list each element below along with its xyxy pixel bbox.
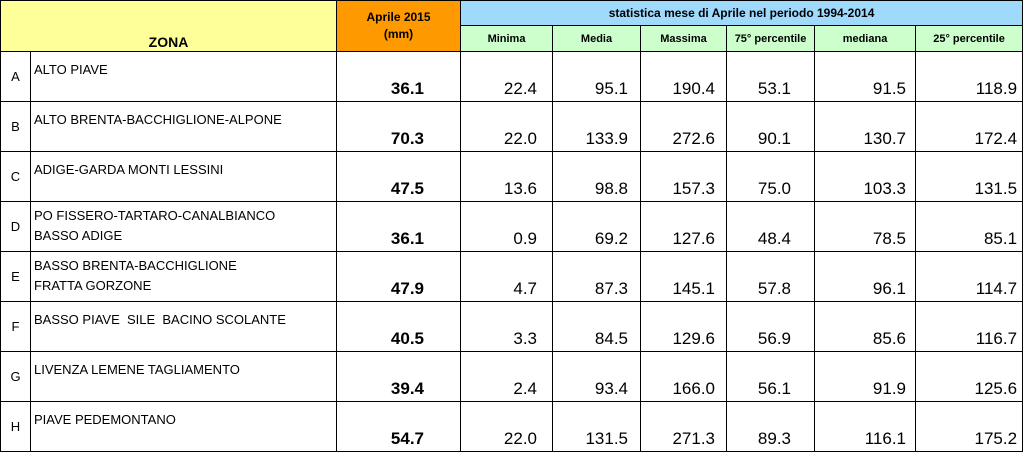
zone-name-line: ADIGE-GARDA MONTI LESSINI: [34, 162, 224, 177]
header-row-1: [1, 1, 1023, 26]
zone-letter: G: [1, 352, 31, 402]
percentile-75-value: 90.1: [727, 102, 815, 152]
media-value: 95.1: [553, 52, 641, 102]
zone-name-line: PIAVE PEDEMONTANO: [34, 412, 176, 427]
percentile-25-value: 118.9: [916, 52, 1023, 102]
percentile-75-value: 53.1: [727, 52, 815, 102]
percentile-25-value: 175.2: [916, 402, 1023, 452]
zone-letter: B: [1, 102, 31, 152]
mediana-value: 85.6: [815, 302, 916, 352]
zone-letter: F: [1, 302, 31, 352]
percentile-75-value: 48.4: [727, 202, 815, 252]
table-row: [1, 402, 1023, 452]
zone-name-line: ALTO PIAVE: [34, 62, 108, 77]
minima-value: 0.9: [461, 202, 553, 252]
percentile-75-value: 57.8: [727, 252, 815, 302]
percentile-75-value: 75.0: [727, 152, 815, 202]
minima-value: 22.0: [461, 102, 553, 152]
table-row: [1, 302, 1023, 352]
april-2015-label: Aprile 2015: [366, 10, 431, 24]
massima-value: 129.6: [641, 302, 727, 352]
percentile-25-value: 114.7: [916, 252, 1023, 302]
april-2015-value: 40.5: [337, 302, 461, 352]
percentile-75-value: 56.9: [727, 302, 815, 352]
april-2015-header: [337, 1, 461, 52]
april-2015-unit: (mm): [383, 27, 414, 41]
zone-letter: D: [1, 202, 31, 252]
zone-name: [31, 152, 337, 202]
massima-value: 272.6: [641, 102, 727, 152]
zone-name: [31, 102, 337, 152]
table-row: [1, 102, 1023, 152]
media-value: 84.5: [553, 302, 641, 352]
zone-name: [31, 52, 337, 102]
zone-letter: H: [1, 402, 31, 452]
table-row: [1, 52, 1023, 102]
april-2015-value: 39.4: [337, 352, 461, 402]
mediana-value: 78.5: [815, 202, 916, 252]
minima-value: 4.7: [461, 252, 553, 302]
percentile-75-value: 89.3: [727, 402, 815, 452]
zone-name-line: ALTO BRENTA-BACCHIGLIONE-ALPONE: [34, 112, 282, 127]
massima-value: 166.0: [641, 352, 727, 402]
mediana-value: 91.9: [815, 352, 916, 402]
col-header-media: Media: [553, 26, 641, 52]
zone-name-line: BASSO PIAVE SILE BACINO SCOLANTE: [34, 312, 286, 327]
minima-value: 22.4: [461, 52, 553, 102]
zone-letter: E: [1, 252, 31, 302]
zone-name-line-2: BASSO ADIGE: [34, 228, 123, 243]
col-header-minima: Minima: [461, 26, 553, 52]
zone-name-line: BASSO BRENTA-BACCHIGLIONE: [34, 258, 237, 273]
percentile-25-value: 125.6: [916, 352, 1023, 402]
massima-value: 190.4: [641, 52, 727, 102]
percentile-25-value: 85.1: [916, 202, 1023, 252]
stats-period-header: statistica mese di Aprile nel periodo 1994-2014: [461, 1, 1023, 26]
massima-value: 127.6: [641, 202, 727, 252]
media-value: 87.3: [553, 252, 641, 302]
mediana-value: 116.1: [815, 402, 916, 452]
minima-value: 13.6: [461, 152, 553, 202]
zone-name: [31, 252, 337, 302]
zone-name: [31, 302, 337, 352]
zone-name-line: LIVENZA LEMENE TAGLIAMENTO: [34, 362, 240, 377]
percentile-25-value: 116.7: [916, 302, 1023, 352]
table-row: [1, 352, 1023, 402]
massima-value: 271.3: [641, 402, 727, 452]
zone-letter: A: [1, 52, 31, 102]
massima-value: 145.1: [641, 252, 727, 302]
zone-name: [31, 352, 337, 402]
col-header-mediana: mediana: [815, 26, 916, 52]
table-row: [1, 152, 1023, 202]
col-header-25-percentile: 25° percentile: [916, 26, 1023, 52]
percentile-75-value: 56.1: [727, 352, 815, 402]
table-row: [1, 202, 1023, 252]
minima-value: 22.0: [461, 402, 553, 452]
zone-name: [31, 202, 337, 252]
april-2015-value: 36.1: [337, 202, 461, 252]
zone-name: [31, 402, 337, 452]
table-row: [1, 252, 1023, 302]
april-2015-value: 47.5: [337, 152, 461, 202]
minima-value: 2.4: [461, 352, 553, 402]
mediana-value: 130.7: [815, 102, 916, 152]
april-2015-value: 54.7: [337, 402, 461, 452]
mediana-value: 96.1: [815, 252, 916, 302]
media-value: 98.8: [553, 152, 641, 202]
percentile-25-value: 131.5: [916, 152, 1023, 202]
minima-value: 3.3: [461, 302, 553, 352]
mediana-value: 103.3: [815, 152, 916, 202]
mediana-value: 91.5: [815, 52, 916, 102]
april-2015-value: 36.1: [337, 52, 461, 102]
media-value: 133.9: [553, 102, 641, 152]
media-value: 131.5: [553, 402, 641, 452]
media-value: 69.2: [553, 202, 641, 252]
col-header-massima: Massima: [641, 26, 727, 52]
media-value: 93.4: [553, 352, 641, 402]
april-2015-value: 70.3: [337, 102, 461, 152]
zona-header: ZONA: [1, 1, 337, 52]
percentile-25-value: 172.4: [916, 102, 1023, 152]
april-2015-value: 47.9: [337, 252, 461, 302]
col-header-75-percentile: 75° percentile: [727, 26, 815, 52]
zone-name-line-2: FRATTA GORZONE: [34, 278, 152, 293]
zone-letter: C: [1, 152, 31, 202]
massima-value: 157.3: [641, 152, 727, 202]
zone-name-line: PO FISSERO-TARTARO-CANALBIANCO: [34, 208, 276, 223]
